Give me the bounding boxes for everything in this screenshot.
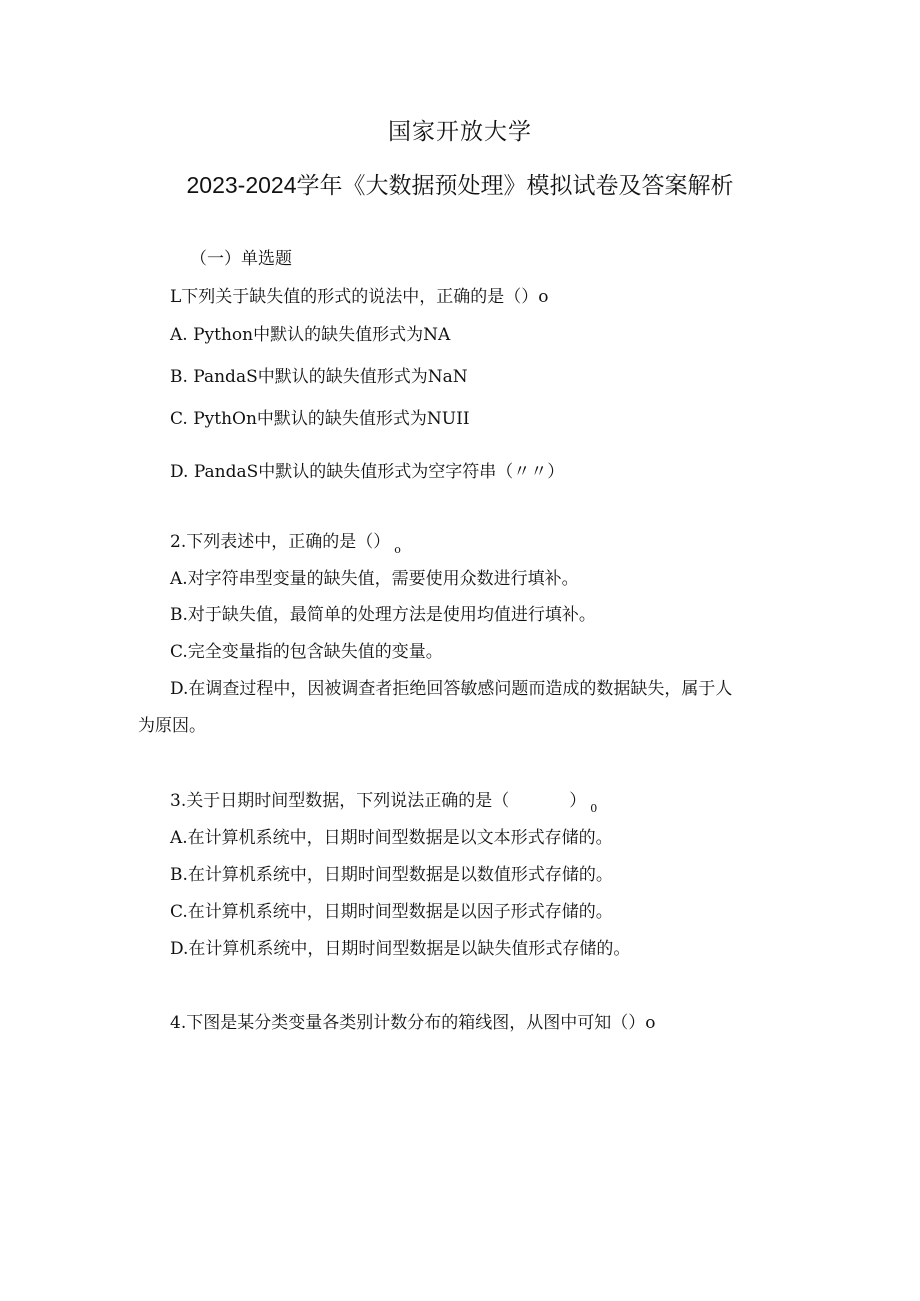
question-1-option-d: D. PandaS中默认的缺失值形式为空字符串（〃〃） (170, 462, 565, 482)
question-3-stem-end: ） (569, 791, 587, 811)
question-3-option-c: C.在计算机系统中，日期时间型数据是以因子形式存储的。 (170, 902, 613, 922)
question-2-option-b: B.对于缺失值，最简单的处理方法是使用均值进行填补。 (170, 605, 596, 625)
question-3-stem-suffix: 0 (590, 802, 598, 815)
question-3-option-b: B.在计算机系统中，日期时间型数据是以数值形式存储的。 (170, 865, 613, 885)
question-2-option-d: D.在调查过程中，因被调查者拒绝回答敏感问题而造成的数据缺失，属于人 (170, 679, 733, 699)
question-1-option-c: C. PythOn中默认的缺失值形式为NUII (170, 409, 470, 429)
question-2-stem-suffix: o (394, 543, 401, 556)
question-2-option-a: A.对字符串型变量的缺失值，需要使用众数进行填补。 (170, 569, 579, 589)
question-2-stem: 2.下列表述中，正确的是（） (170, 532, 391, 552)
question-1-stem: L下列关于缺失值的形式的说法中，正确的是（）o (170, 287, 549, 307)
question-1-option-b: B. PandaS中默认的缺失值形式为NaN (170, 367, 468, 387)
question-2-option-c: C.完全变量指的包含缺失值的变量。 (170, 642, 443, 662)
question-3-stem-line (170, 790, 597, 814)
question-1-option-a: A. Python中默认的缺失值形式为NA (170, 325, 451, 345)
question-2-option-d-continuation: 为原因。 (138, 716, 206, 736)
university-title: 国家开放大学 (388, 119, 532, 145)
question-4-stem: 4.下图是某分类变量各类别计数分布的箱线图，从图中可知（）o (170, 1013, 656, 1033)
question-3-stem-start: 3.关于日期时间型数据，下列说法正确的是（ (170, 791, 510, 811)
question-2-stem-line (170, 531, 401, 555)
section-label: （一）单选题 (190, 249, 292, 269)
exam-title: 2023-2024学年《大数据预处理》模拟试卷及答案解析 (186, 172, 734, 198)
question-3-option-d: D.在计算机系统中，日期时间型数据是以缺失值形式存储的。 (170, 939, 631, 959)
question-3-option-a: A.在计算机系统中，日期时间型数据是以文本形式存储的。 (170, 828, 613, 848)
